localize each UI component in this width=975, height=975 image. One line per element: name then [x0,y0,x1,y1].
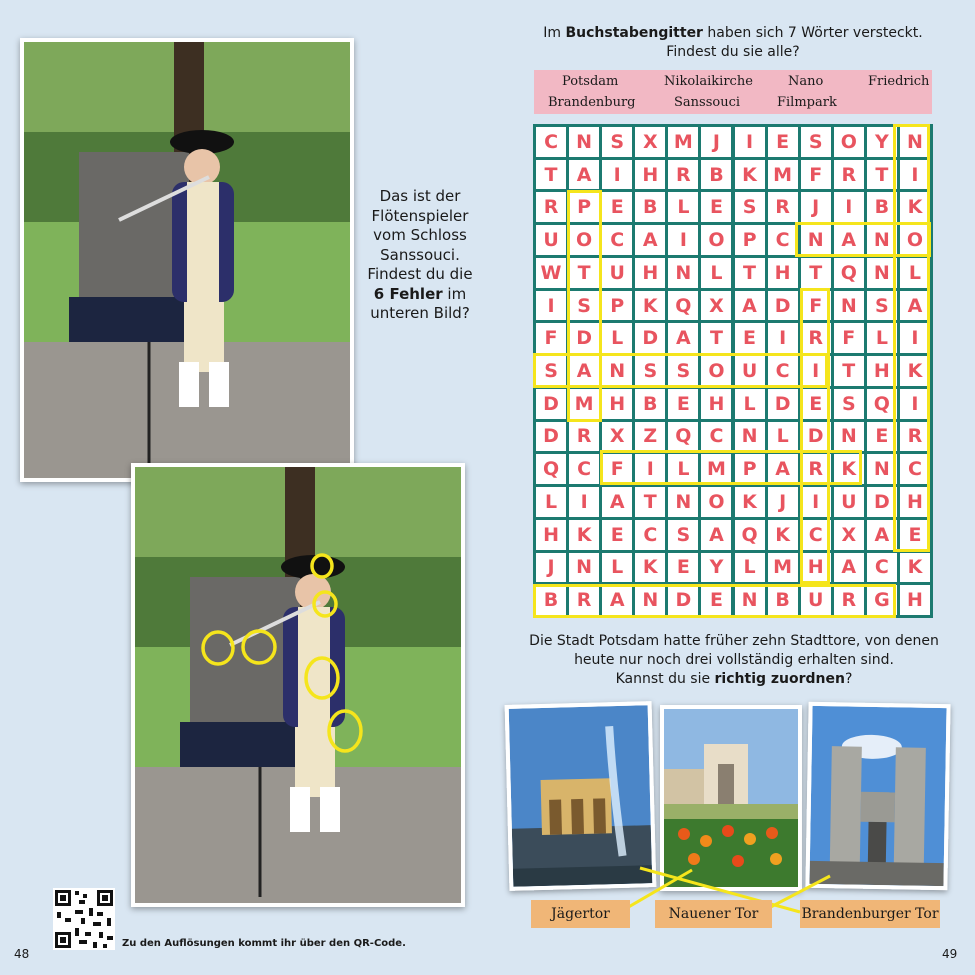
grid-cell: S [668,356,698,386]
grid-cell: I [602,160,632,190]
grid-cell: C [801,520,831,550]
grid-cell: L [768,422,798,452]
grid-cell: R [900,422,930,452]
grid-cell: S [668,520,698,550]
grid-cell: E [668,389,698,419]
gate-label-nauener-tor[interactable]: Nauener Tor [655,900,772,928]
grid-cell: K [768,520,798,550]
grid-cell: Q [834,258,864,288]
word-bank-item: Filmpark [777,95,837,110]
grid-cell: F [801,291,831,321]
grid-cell: N [602,356,632,386]
grid-cell: O [900,225,930,255]
grid-cell: K [735,487,765,517]
grid-cell: T [635,487,665,517]
grid-cell: I [801,487,831,517]
grid-cell: Q [668,422,698,452]
grid-cell: F [536,323,566,353]
grid-cell: F [834,323,864,353]
grid-cell: U [536,225,566,255]
grid-cell: C [569,454,599,484]
gate-label-jaegertor[interactable]: Jägertor [531,900,630,928]
grid-cell: I [735,127,765,157]
grid-cell: K [635,553,665,583]
grid-cell: N [569,553,599,583]
grid-cell: I [801,356,831,386]
grid-cell: E [668,553,698,583]
grid-cell: S [867,291,897,321]
grid-cell: P [735,454,765,484]
grid-cell: C [768,225,798,255]
grid-cell: O [701,225,731,255]
grid-cell: C [900,454,930,484]
grid-cell: J [801,192,831,222]
gate-label-brandenburger-tor[interactable]: Brandenburger Tor [800,900,940,928]
puzzle-title: Im Buchstabengitter haben sich 7 Wörter versteckt. Findest du sie alle? [543,25,923,60]
grid-cell: D [569,323,599,353]
grid-cell: L [900,258,930,288]
grid-cell: I [536,291,566,321]
grid-cell: X [834,520,864,550]
grid-cell: N [900,127,930,157]
grid-cell: T [801,258,831,288]
grid-cell: A [668,323,698,353]
grid-cell: X [635,127,665,157]
grid-cell: N [867,225,897,255]
gates-instructions: Die Stadt Potsdam hatte früher zehn Stadttore, von denen heute nur noch drei vollständig erhalten sind. Kannst du sie richtig zuordnen? [529,633,939,687]
grid-cell: E [602,520,632,550]
grid-cell: S [536,356,566,386]
grid-cell: P [735,225,765,255]
grid-cell: M [668,127,698,157]
grid-cell: A [635,225,665,255]
grid-cell: K [569,520,599,550]
grid-cell: B [635,192,665,222]
grid-cell: M [768,160,798,190]
grid-cell: N [569,127,599,157]
grid-cell: A [602,487,632,517]
grid-cell: A [834,553,864,583]
grid-cell: K [900,192,930,222]
grid-cell: A [867,520,897,550]
grid-cell: H [602,389,632,419]
grid-cell: P [602,291,632,321]
grid-cell: R [834,585,864,615]
grid-cell: E [867,422,897,452]
grid-cell: U [735,356,765,386]
grid-cell: I [834,192,864,222]
grid-cell: L [735,553,765,583]
grid-cell: D [801,422,831,452]
grid-cell: J [536,553,566,583]
grid-cell: D [635,323,665,353]
grid-cell: H [536,520,566,550]
grid-cell: A [569,356,599,386]
grid-cell: H [900,585,930,615]
grid-cell: K [900,553,930,583]
spot-the-difference-instructions: Das ist der Flötenspieler vom Schloss Sanssouci. Findest du die 6 Fehler im unteren Bild? [367,187,473,322]
grid-cell: A [834,225,864,255]
grid-cell: T [701,323,731,353]
grid-cell: A [768,454,798,484]
grid-cell: D [668,585,698,615]
grid-cell: L [602,323,632,353]
grid-cell: E [900,520,930,550]
grid-cell: Q [668,291,698,321]
grid-cell: N [801,225,831,255]
grid-cell: T [569,258,599,288]
grid-cell: D [768,389,798,419]
grid-cell: N [867,454,897,484]
grid-cell: H [701,389,731,419]
grid-cell: R [668,160,698,190]
grid-cell: B [768,585,798,615]
grid-cell: B [701,160,731,190]
grid-cell: I [900,160,930,190]
page-number-left: 48 [14,947,30,961]
grid-cell: R [801,454,831,484]
grid-cell: A [900,291,930,321]
grid-cell: H [635,258,665,288]
grid-cell: S [635,356,665,386]
word-bank-item: Brandenburg [548,95,636,110]
grid-cell: I [900,389,930,419]
grid-cell: L [602,553,632,583]
grid-cell: O [569,225,599,255]
grid-cell: Q [735,520,765,550]
grid-cell: B [867,192,897,222]
grid-cell: L [668,454,698,484]
grid-cell: L [536,487,566,517]
grid-cell: E [801,389,831,419]
grid-cell: H [635,160,665,190]
grid-cell: X [602,422,632,452]
grid-cell: K [900,356,930,386]
grid-cell: R [801,323,831,353]
grid-cell: S [569,291,599,321]
grid-cell: U [602,258,632,288]
grid-cell: L [668,192,698,222]
grid-cell: E [768,127,798,157]
grid-cell: R [834,160,864,190]
grid-cell: Z [635,422,665,452]
word-bank-item: Potsdam [562,74,619,89]
grid-cell: C [867,553,897,583]
grid-cell: D [867,487,897,517]
grid-cell: Y [701,553,731,583]
grid-cell: M [701,454,731,484]
grid-cell: E [701,585,731,615]
word-bank-item: Friedrich [868,74,930,89]
grid-cell: D [536,422,566,452]
grid-cell: I [635,454,665,484]
grid-cell: E [735,323,765,353]
word-bank-item: Nikolaikirche [664,74,753,89]
grid-cell: J [768,487,798,517]
grid-cell: H [867,356,897,386]
grid-cell: G [867,585,897,615]
grid-cell: C [635,520,665,550]
word-bank-item: Sanssouci [674,95,741,110]
grid-cell: R [768,192,798,222]
grid-cell: N [668,258,698,288]
grid-cell: M [768,553,798,583]
grid-cell: D [768,291,798,321]
grid-cell: F [801,160,831,190]
grid-cell: K [834,454,864,484]
grid-cell: S [602,127,632,157]
page-number-right: 49 [942,947,958,961]
grid-cell: I [768,323,798,353]
word-bank-item: Nano [788,74,824,89]
grid-cell: E [701,192,731,222]
grid-cell: M [569,389,599,419]
grid-cell: C [536,127,566,157]
grid-cell: H [801,553,831,583]
grid-cell: C [701,422,731,452]
grid-cell: N [834,422,864,452]
grid-cell: S [735,192,765,222]
grid-cell: U [801,585,831,615]
grid-cell: N [635,585,665,615]
grid-cell: R [569,422,599,452]
grid-cell: N [735,585,765,615]
grid-cell: L [867,323,897,353]
grid-cell: C [602,225,632,255]
grid-cell: N [668,487,698,517]
grid-cell: U [834,487,864,517]
grid-cell: I [900,323,930,353]
grid-cell: K [635,291,665,321]
grid-cell: N [834,291,864,321]
grid-cell: B [635,389,665,419]
grid-cell: A [701,520,731,550]
grid-cell: S [834,389,864,419]
grid-cell: P [569,192,599,222]
grid-cell: Q [867,389,897,419]
grid-cell: E [602,192,632,222]
grid-cell: N [735,422,765,452]
grid-cell: T [867,160,897,190]
grid-cell: A [602,585,632,615]
grid-cell: I [668,225,698,255]
grid-cell: R [536,192,566,222]
grid-cell: L [735,389,765,419]
grid-cell: S [801,127,831,157]
grid-cell: C [768,356,798,386]
grid-cell: H [768,258,798,288]
grid-cell: O [701,356,731,386]
grid-cell: T [735,258,765,288]
grid-cell: O [701,487,731,517]
grid-cell: T [834,356,864,386]
grid-cell: D [536,389,566,419]
grid-cell: H [900,487,930,517]
grid-cell: X [701,291,731,321]
grid-cell: W [536,258,566,288]
grid-cell: K [735,160,765,190]
qr-caption: Zu den Auflösungen kommt ihr über den QR-Code. [122,938,406,949]
grid-cell: J [701,127,731,157]
grid-cell: A [735,291,765,321]
grid-cell: L [701,258,731,288]
grid-cell: A [569,160,599,190]
grid-cell: B [536,585,566,615]
grid-cell: N [867,258,897,288]
grid-cell: T [536,160,566,190]
grid-cell: Q [536,454,566,484]
grid-cell: Y [867,127,897,157]
grid-cell: F [602,454,632,484]
grid-cell: I [569,487,599,517]
grid-cell: R [569,585,599,615]
grid-cell: O [834,127,864,157]
